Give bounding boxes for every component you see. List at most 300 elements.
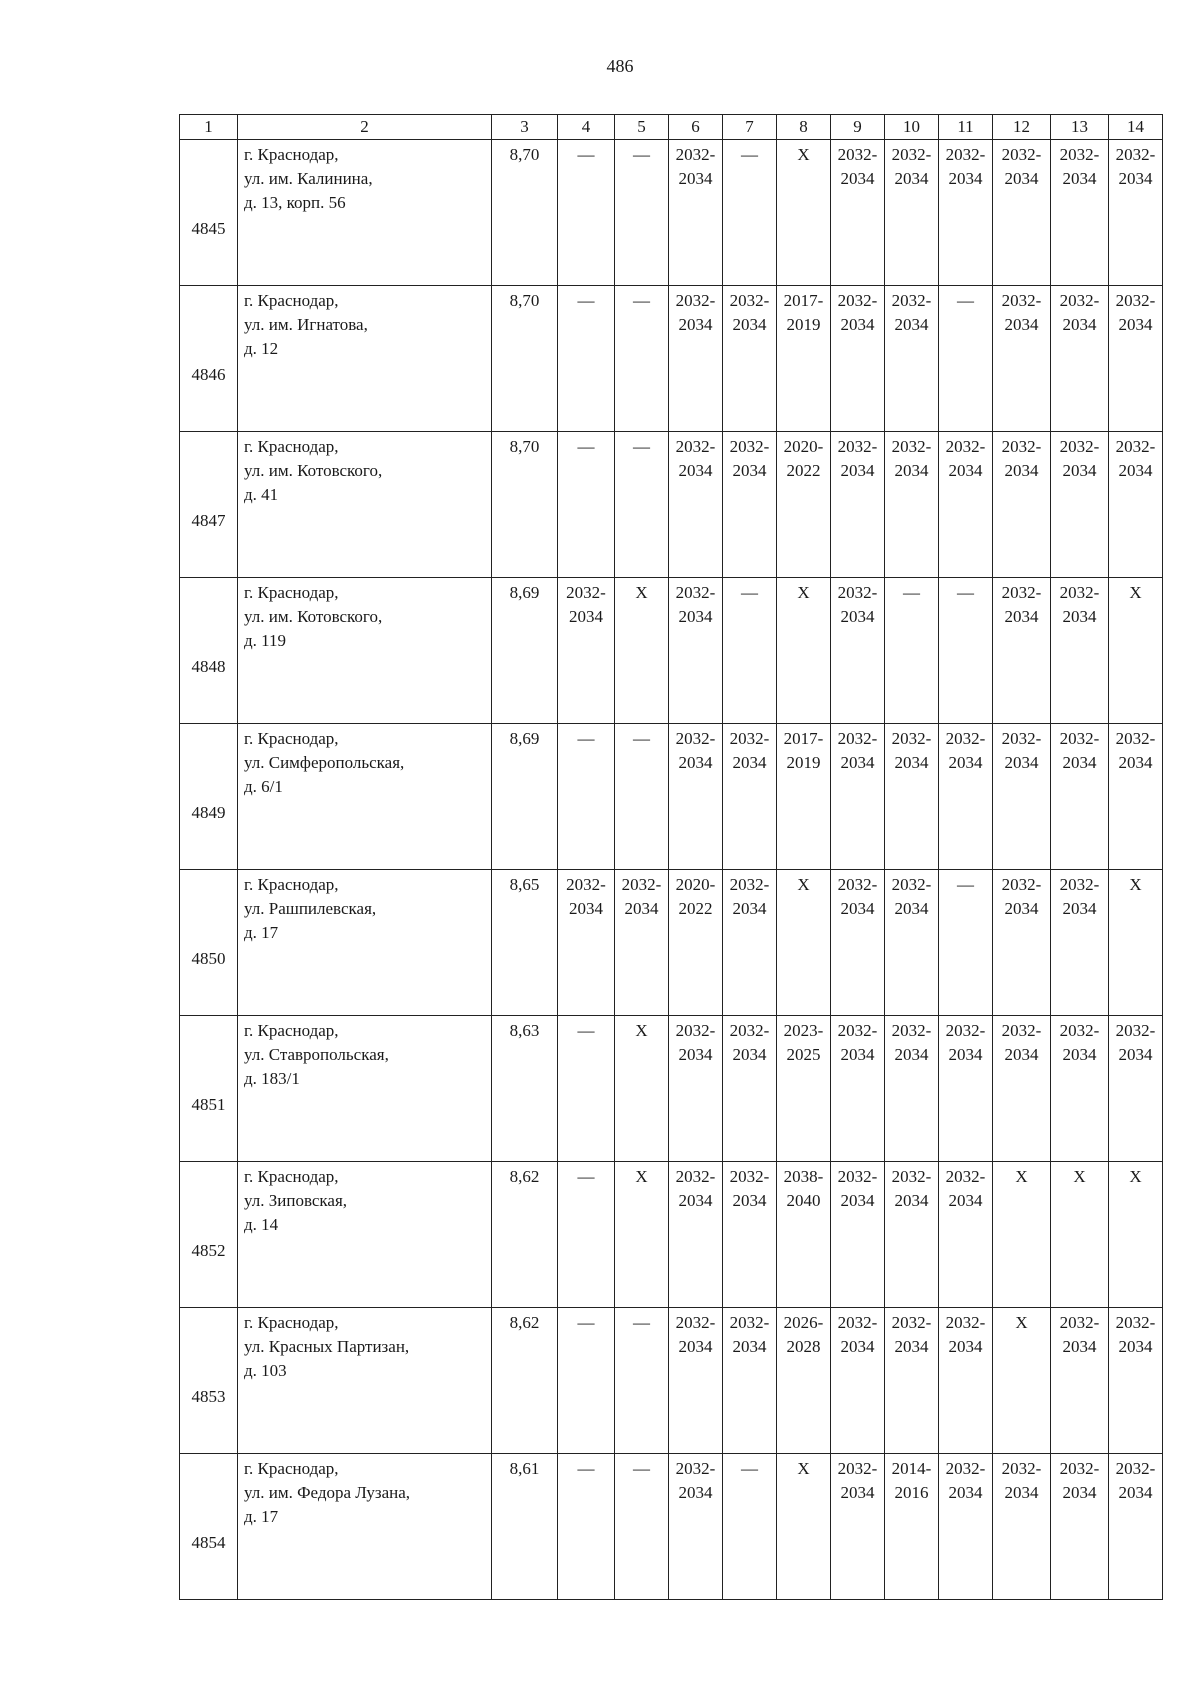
period-cell (669, 578, 723, 724)
period-text: — (577, 1167, 595, 1186)
period-cell (885, 1016, 939, 1162)
period-cell (1051, 1308, 1109, 1454)
table-row (180, 870, 1163, 1016)
period-cell (1109, 1162, 1163, 1308)
period-text: — (577, 1021, 595, 1040)
period-text: 2034 (840, 1191, 875, 1210)
period-cell (885, 140, 939, 286)
column-header: 9 (831, 115, 885, 140)
period-text: 2032- (1059, 291, 1100, 310)
period-cell (939, 432, 993, 578)
period-cell (615, 286, 669, 432)
column-header: 11 (939, 115, 993, 140)
period-text: X (635, 583, 648, 602)
period-cell (669, 1162, 723, 1308)
period-cell (831, 1162, 885, 1308)
period-cell (939, 140, 993, 286)
address-line: ул. им. Игнатова, (244, 315, 368, 334)
period-cell (993, 1308, 1051, 1454)
period-cell (1051, 1016, 1109, 1162)
period-text: 2032- (837, 437, 878, 456)
period-cell (885, 578, 939, 724)
address-cell (238, 578, 492, 724)
period-text: 2034 (840, 1337, 875, 1356)
row-number: 4849 (180, 724, 238, 870)
address-line: ул. им. Котовского, (244, 461, 383, 480)
period-text: 2032- (729, 437, 770, 456)
period-cell (615, 1162, 669, 1308)
period-cell (831, 578, 885, 724)
period-cell (1051, 140, 1109, 286)
address-line: д. 12 (244, 339, 279, 358)
period-text: 2034 (678, 461, 713, 480)
period-text: 2034 (732, 1337, 767, 1356)
period-cell (558, 724, 615, 870)
period-text: 2034 (1004, 169, 1039, 188)
period-text: 2034 (1062, 607, 1097, 626)
period-text: 2032- (1115, 1313, 1156, 1332)
period-text: 2034 (569, 899, 603, 918)
period-text: 2034 (624, 899, 659, 918)
row-number: 4852 (180, 1162, 238, 1308)
column-header: 14 (1109, 115, 1163, 140)
period-cell (831, 724, 885, 870)
period-cell (669, 1016, 723, 1162)
address-cell (238, 724, 492, 870)
period-text: 2034 (948, 1191, 983, 1210)
period-cell (1109, 1016, 1163, 1162)
period-text: 2032- (1059, 1459, 1100, 1478)
period-cell (558, 432, 615, 578)
period-cell (993, 1162, 1051, 1308)
period-cell (669, 870, 723, 1016)
period-text: — (903, 583, 920, 602)
address-line: д. 183/1 (244, 1069, 300, 1088)
period-text: 2034 (894, 461, 929, 480)
period-cell (723, 140, 777, 286)
period-cell (993, 1454, 1051, 1600)
address-line: ул. Симферопольская, (244, 753, 405, 772)
period-text: 2032- (837, 1021, 878, 1040)
period-cell (1051, 870, 1109, 1016)
period-cell (939, 724, 993, 870)
period-text: 2034 (732, 899, 767, 918)
address-line: ул. Красных Партизан, (244, 1337, 410, 1356)
period-cell (558, 286, 615, 432)
period-text: — (577, 1313, 595, 1332)
period-cell (831, 140, 885, 286)
period-text: — (633, 145, 650, 164)
period-text: 2034 (1062, 899, 1097, 918)
period-text: 2032- (837, 875, 878, 894)
period-text: 2032- (1115, 729, 1156, 748)
header-row (180, 115, 1163, 140)
table-row (180, 578, 1163, 724)
period-text: 2032- (1001, 1459, 1042, 1478)
period-cell (831, 1308, 885, 1454)
value-cell: 8,62 (492, 1162, 558, 1308)
period-text: 2019 (786, 753, 821, 772)
period-text: 2032- (566, 875, 606, 894)
period-text: 2034 (1004, 461, 1039, 480)
address-line: г. Краснодар, (244, 437, 339, 456)
period-text: X (1015, 1313, 1028, 1332)
period-text: 2034 (948, 169, 983, 188)
period-text: 2034 (840, 607, 875, 626)
period-text: 2034 (894, 899, 929, 918)
period-text: 2034 (1062, 1483, 1097, 1502)
period-text: 2032- (729, 291, 770, 310)
period-text: 2032- (675, 1459, 716, 1478)
period-text: — (633, 1459, 650, 1478)
period-cell (723, 286, 777, 432)
period-cell (1109, 432, 1163, 578)
address-line: г. Краснодар, (244, 583, 339, 602)
period-text: 2032- (675, 145, 716, 164)
period-text: 2032- (675, 291, 716, 310)
period-text: 2022 (786, 461, 821, 480)
period-cell (777, 724, 831, 870)
period-cell (1051, 1162, 1109, 1308)
period-text: 2034 (678, 1191, 713, 1210)
period-text: 2034 (1004, 753, 1039, 772)
period-text: 2034 (1062, 1337, 1097, 1356)
period-text: 2032- (837, 291, 878, 310)
period-cell (558, 1016, 615, 1162)
address-line: г. Краснодар, (244, 1167, 339, 1186)
period-text: — (957, 583, 974, 602)
period-text: X (1129, 1167, 1142, 1186)
address-line: д. 103 (244, 1361, 287, 1380)
period-cell (939, 1454, 993, 1600)
address-line: г. Краснодар, (244, 729, 339, 748)
column-header: 12 (993, 115, 1051, 140)
period-text: 2032- (621, 875, 662, 894)
period-cell (885, 724, 939, 870)
table-row (180, 1162, 1163, 1308)
period-cell (669, 140, 723, 286)
period-text: 2032- (945, 437, 986, 456)
period-text: 2028 (786, 1337, 821, 1356)
period-text: 2032- (1059, 437, 1100, 456)
period-cell (558, 1454, 615, 1600)
period-text: 2032- (675, 729, 716, 748)
period-text: 2032- (837, 1459, 878, 1478)
period-text: 2032- (1115, 437, 1156, 456)
column-header: 2 (238, 115, 492, 140)
period-cell (939, 286, 993, 432)
period-cell (993, 578, 1051, 724)
period-text: 2034 (1118, 169, 1153, 188)
period-text: 2032- (1059, 1021, 1100, 1040)
period-text: 2023- (783, 1021, 824, 1040)
period-text: 2032- (945, 145, 986, 164)
period-cell (669, 1454, 723, 1600)
period-text: 2032- (891, 1021, 932, 1040)
address-line: ул. им. Котовского, (244, 607, 383, 626)
period-text: X (1129, 875, 1142, 894)
period-text: — (957, 291, 974, 310)
period-cell (777, 432, 831, 578)
value-cell: 8,69 (492, 724, 558, 870)
period-text: 2032- (675, 1313, 716, 1332)
period-cell (885, 870, 939, 1016)
period-cell (615, 1016, 669, 1162)
period-text: 2034 (840, 1483, 875, 1502)
period-text: 2032- (837, 729, 878, 748)
period-cell (1051, 724, 1109, 870)
period-text: 2034 (840, 1045, 875, 1064)
period-cell (831, 286, 885, 432)
period-text: 2020- (783, 437, 824, 456)
period-text: 2034 (840, 899, 875, 918)
address-line: д. 14 (244, 1215, 279, 1234)
period-text: 2032- (729, 1313, 770, 1332)
address-line: ул. Рашпилевская, (244, 899, 377, 918)
period-cell (615, 870, 669, 1016)
period-text: 2034 (1004, 1045, 1039, 1064)
period-text: X (635, 1021, 648, 1040)
period-text: — (633, 729, 650, 748)
address-cell (238, 1308, 492, 1454)
period-cell (615, 578, 669, 724)
period-text: 2017- (783, 729, 824, 748)
period-cell (723, 724, 777, 870)
address-line: ул. Ставропольская, (244, 1045, 389, 1064)
period-text: 2025 (786, 1045, 821, 1064)
period-text: 2034 (1062, 315, 1097, 334)
table-row (180, 1308, 1163, 1454)
period-cell (669, 1308, 723, 1454)
period-cell (1109, 1308, 1163, 1454)
period-cell (993, 140, 1051, 286)
period-text: 2032- (1001, 437, 1042, 456)
period-cell (1051, 1454, 1109, 1600)
period-text: 2034 (894, 1191, 929, 1210)
period-cell (777, 870, 831, 1016)
column-header: 8 (777, 115, 831, 140)
period-text: 2034 (732, 461, 767, 480)
period-text: — (633, 1313, 650, 1332)
period-text: 2034 (1118, 1483, 1153, 1502)
row-number: 4846 (180, 286, 238, 432)
period-text: — (633, 437, 650, 456)
period-text: 2034 (840, 169, 875, 188)
address-line: г. Краснодар, (244, 1459, 339, 1478)
period-cell (723, 1454, 777, 1600)
period-text: X (1015, 1167, 1028, 1186)
period-text: 2034 (1118, 1045, 1153, 1064)
period-text: 2032- (1059, 875, 1100, 894)
period-cell (777, 1016, 831, 1162)
column-header: 7 (723, 115, 777, 140)
period-cell (1109, 870, 1163, 1016)
period-text: 2032- (1115, 145, 1156, 164)
period-text: X (1129, 583, 1142, 602)
period-text: 2034 (732, 753, 767, 772)
period-cell (723, 1162, 777, 1308)
period-text: 2032- (891, 437, 932, 456)
period-text: 2032- (1115, 291, 1156, 310)
period-cell (723, 1016, 777, 1162)
period-text: 2034 (948, 1483, 983, 1502)
period-text: 2032- (1059, 145, 1100, 164)
period-text: 2032- (729, 729, 770, 748)
period-text: 2032- (837, 145, 878, 164)
period-text: 2032- (1115, 1021, 1156, 1040)
period-cell (1109, 724, 1163, 870)
period-text: 2040 (786, 1191, 821, 1210)
period-text: 2032- (891, 1167, 932, 1186)
period-cell (558, 1162, 615, 1308)
period-text: 2032- (891, 729, 932, 748)
register-table (179, 114, 1163, 1600)
period-text: 2034 (732, 1045, 767, 1064)
period-text: 2034 (678, 1045, 713, 1064)
address-line: д. 119 (244, 631, 287, 650)
period-text: 2034 (894, 315, 929, 334)
column-header: 4 (558, 115, 615, 140)
address-line: д. 17 (244, 1507, 279, 1526)
period-text: 2032- (837, 583, 878, 602)
period-cell (885, 432, 939, 578)
period-text: 2034 (678, 169, 713, 188)
address-cell (238, 870, 492, 1016)
period-text: 2032- (675, 437, 716, 456)
period-text: 2016 (894, 1483, 929, 1502)
address-line: г. Краснодар, (244, 291, 339, 310)
value-cell: 8,65 (492, 870, 558, 1016)
period-text: 2032- (675, 1021, 716, 1040)
period-text: 2034 (840, 753, 875, 772)
period-text: — (633, 291, 650, 310)
period-text: 2032- (1059, 1313, 1100, 1332)
period-text: 2032- (945, 1021, 986, 1040)
row-number: 4847 (180, 432, 238, 578)
period-cell (831, 870, 885, 1016)
period-text: 2032- (837, 1167, 878, 1186)
table-row (180, 432, 1163, 578)
period-text: 2034 (1118, 461, 1153, 480)
period-text: 2032- (729, 875, 770, 894)
period-text: 2034 (1118, 315, 1153, 334)
period-cell (777, 140, 831, 286)
table-row (180, 1016, 1163, 1162)
period-text: 2034 (732, 315, 767, 334)
period-cell (1051, 578, 1109, 724)
period-text: 2032- (891, 875, 932, 894)
column-header: 13 (1051, 115, 1109, 140)
period-cell (723, 432, 777, 578)
address-line: г. Краснодар, (244, 875, 339, 894)
period-text: 2034 (840, 315, 875, 334)
period-text: 2032- (1059, 729, 1100, 748)
period-cell (723, 1308, 777, 1454)
period-text: 2026- (783, 1313, 824, 1332)
period-cell (777, 1308, 831, 1454)
period-text: 2034 (569, 607, 603, 626)
period-text: 2019 (786, 315, 821, 334)
period-text: 2020- (675, 875, 716, 894)
value-cell: 8,63 (492, 1016, 558, 1162)
period-text: — (741, 583, 758, 602)
period-text: 2034 (1118, 1337, 1153, 1356)
period-text: 2032- (891, 291, 932, 310)
period-cell (993, 1016, 1051, 1162)
period-cell (723, 578, 777, 724)
row-number: 4853 (180, 1308, 238, 1454)
row-number: 4851 (180, 1016, 238, 1162)
period-text: 2034 (894, 753, 929, 772)
period-text: 2032- (945, 729, 986, 748)
value-cell: 8,70 (492, 432, 558, 578)
period-text: 2032- (945, 1313, 986, 1332)
row-number: 4848 (180, 578, 238, 724)
period-text: 2014- (891, 1459, 932, 1478)
period-cell (831, 1016, 885, 1162)
period-cell (558, 1308, 615, 1454)
period-cell (939, 870, 993, 1016)
period-cell (831, 1454, 885, 1600)
period-cell (885, 1308, 939, 1454)
period-cell (1051, 286, 1109, 432)
period-text: 2034 (678, 1483, 713, 1502)
period-cell (558, 140, 615, 286)
period-text: 2034 (678, 753, 713, 772)
row-number: 4845 (180, 140, 238, 286)
period-cell (558, 578, 615, 724)
address-line: ул. Зиповская, (244, 1191, 348, 1210)
period-cell (993, 870, 1051, 1016)
column-header: 3 (492, 115, 558, 140)
period-text: X (797, 875, 810, 894)
period-cell (615, 1308, 669, 1454)
address-cell (238, 1454, 492, 1600)
column-header: 1 (180, 115, 238, 140)
period-cell (669, 432, 723, 578)
row-number: 4850 (180, 870, 238, 1016)
period-text: 2034 (948, 1337, 983, 1356)
value-cell: 8,70 (492, 140, 558, 286)
period-text: — (577, 729, 595, 748)
period-text: 2032- (1115, 1459, 1156, 1478)
period-text: 2032- (1001, 583, 1042, 602)
period-text: 2032- (1001, 729, 1042, 748)
period-cell (885, 1162, 939, 1308)
period-cell (777, 1454, 831, 1600)
period-cell (777, 286, 831, 432)
period-text: 2032- (837, 1313, 878, 1332)
column-header: 6 (669, 115, 723, 140)
period-text: — (577, 1459, 595, 1478)
period-text: — (741, 1459, 758, 1478)
period-cell (939, 1308, 993, 1454)
period-text: 2034 (840, 461, 875, 480)
period-cell (723, 870, 777, 1016)
table-row (180, 1454, 1163, 1600)
period-text: 2032- (891, 1313, 932, 1332)
value-cell: 8,61 (492, 1454, 558, 1600)
period-cell (993, 432, 1051, 578)
period-text: 2034 (678, 607, 713, 626)
period-cell (615, 432, 669, 578)
period-cell (939, 578, 993, 724)
column-header: 5 (615, 115, 669, 140)
address-line: ул. им. Калинина, (244, 169, 373, 188)
period-text: — (577, 437, 595, 456)
period-text: 2038- (783, 1167, 824, 1186)
period-cell (1109, 578, 1163, 724)
